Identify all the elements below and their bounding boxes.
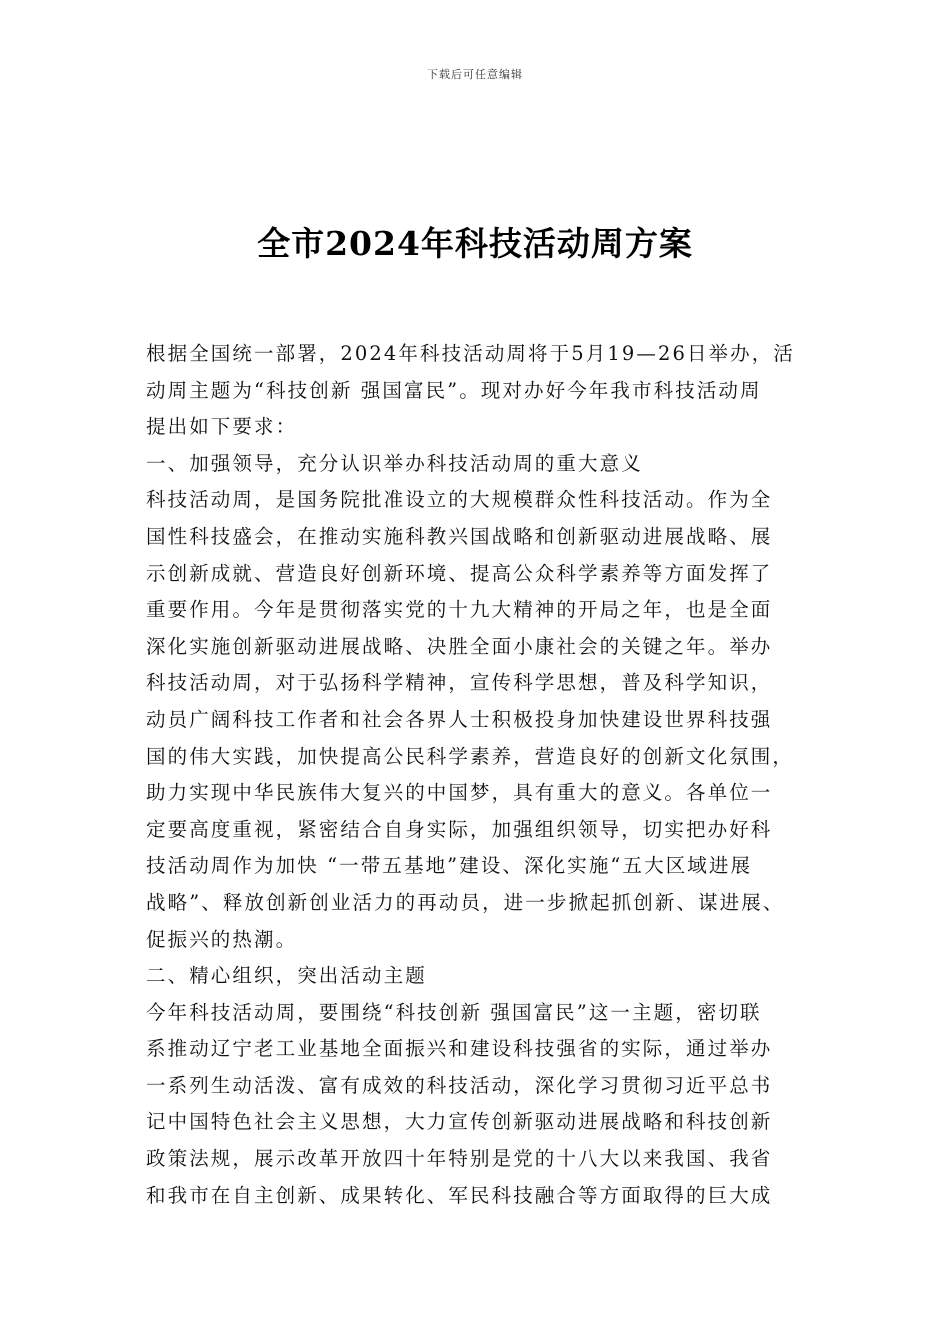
body-line: 记中国特色社会主义思想，大力宣传创新驱动进展战略和科技创新 (146, 1110, 773, 1134)
body-line: 根据全国统一部署，2024年科技活动周将于5月19—26日举办，活 (146, 342, 795, 365)
header-note: 下载后可任意编辑 (427, 68, 523, 81)
body-line: 重要作用。今年是贯彻落实党的十九大精神的开局之年，也是全面 (146, 598, 773, 622)
body-line: 国的伟大实践，加快提高公民科学素养，营造良好的创新文化氛围， (146, 744, 795, 768)
body-line: 科技活动周，对于弘扬科学精神，宣传科学思想，普及科学知识， (146, 671, 773, 695)
section-heading: 一、加强领导，充分认识举办科技活动周的重大意义 (146, 451, 643, 475)
document-title: 全市2024年科技活动周方案 (257, 224, 693, 263)
section-heading: 二、精心组织，突出活动主题 (146, 964, 427, 988)
body-line: 提出如下要求： (146, 415, 298, 439)
body-line: 示创新成就、营造良好创新环境、提高公众科学素养等方面发挥了 (146, 561, 773, 585)
body-line: 一系列生动活泼、富有成效的科技活动，深化学习贯彻习近平总书 (146, 1073, 773, 1097)
body-line: 今年科技活动周，要围绕“科技创新 强国富民”这一主题，密切联 (146, 1000, 762, 1024)
document-body (146, 336, 826, 1214)
body-line: 助力实现中华民族伟大复兴的中国梦，具有重大的意义。各单位一 (146, 781, 773, 805)
body-line: 战略”、释放创新创业活力的再动员，进一步掀起抓创新、谋进展、 (146, 890, 785, 914)
body-line: 和我市在自主创新、成果转化、军民科技融合等方面取得的巨大成 (146, 1183, 773, 1207)
body-line: 深化实施创新驱动进展战略、决胜全面小康社会的关键之年。举办 (146, 634, 773, 658)
body-line: 动周主题为“科技创新 强国富民”。现对办好今年我市科技活动周 (146, 378, 762, 402)
body-line: 国性科技盛会，在推动实施科教兴国战略和创新驱动进展战略、展 (146, 524, 773, 548)
body-line: 科技活动周，是国务院批准设立的大规模群众性科技活动。作为全 (146, 488, 773, 512)
body-line: 政策法规，展示改革开放四十年特别是党的十八大以来我国、我省 (146, 1147, 773, 1171)
body-line: 促振兴的热潮。 (146, 927, 298, 951)
body-line: 定要高度重视，紧密结合自身实际，加强组织领导，切实把办好科 (146, 817, 773, 841)
body-line: 动员广阔科技工作者和社会各界人士积极投身加快建设世界科技强 (146, 707, 773, 731)
body-line: 技活动周作为加快 “一带五基地”建设、深化实施“五大区域进展 (146, 854, 753, 878)
body-line: 系推动辽宁老工业基地全面振兴和建设科技强省的实际，通过举办 (146, 1037, 773, 1061)
